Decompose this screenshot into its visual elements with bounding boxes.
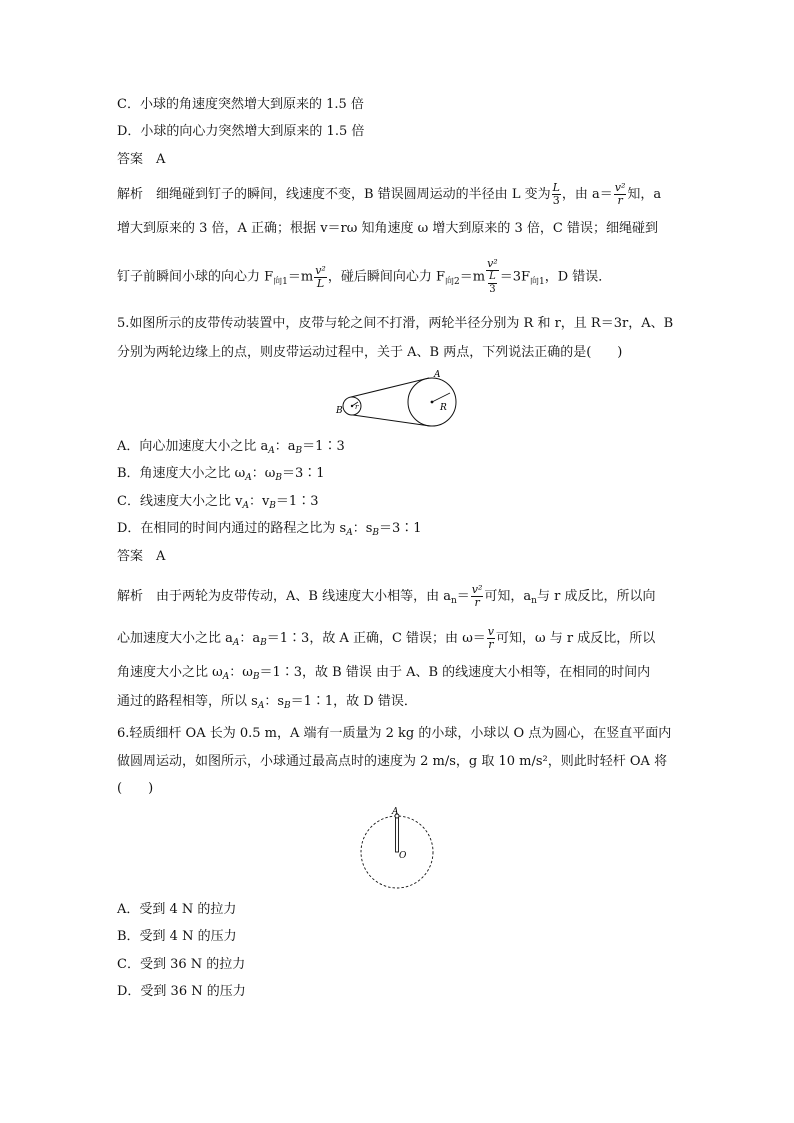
fraction-v-over-r <box>487 626 495 651</box>
subscript: 向1 <box>530 276 545 287</box>
text-run: ＝1∶3 <box>302 439 345 454</box>
denominator: r <box>474 596 480 609</box>
denominator: r <box>488 638 494 651</box>
subscript: 向1 <box>273 276 288 287</box>
denominator <box>486 271 499 296</box>
subscript: 向2 <box>445 276 460 287</box>
q6-stem-line3: ( ) <box>117 781 154 796</box>
numerator: L <box>552 181 560 194</box>
text-run: ：ω <box>229 665 253 680</box>
q5-option-d <box>117 520 422 539</box>
text-run: ，由 a＝ <box>561 187 613 202</box>
text-run: ：ω <box>251 466 276 481</box>
fraction-v2-over-l <box>314 265 327 290</box>
subscript: n <box>450 596 457 606</box>
subscript: B <box>269 501 276 511</box>
subscript: n <box>531 596 537 606</box>
q5-stem-line2: 分别为两轮边缘上的点，则皮带运动过程中，关于 A、B 两点，下列说法正确的是( ) <box>117 345 623 360</box>
text-run: ＝1∶1，故 D 错误． <box>290 694 417 709</box>
text-run: 钉子前瞬间小球的向心力 F <box>117 269 274 285</box>
q5-explanation-line3 <box>117 664 650 683</box>
q4-explanation-line3 <box>117 258 611 296</box>
subscript: B <box>283 701 291 711</box>
text-run: ，碰后瞬间向心力 F <box>327 269 445 285</box>
q6-stem-line1: 6.轻质细杆 OA 长为 0.5 m，A 端有一质量为 2 kg 的小球，小球以 O 点为圆心，在竖直平面内 <box>117 726 672 741</box>
q6-stem-line2: 做圆周运动，如图所示，小球通过最高点时的速度为 2 m/s，g 取 10 m/s²，则此时轻杆 OA 将 <box>117 754 668 769</box>
text-run: ＝3∶1 <box>282 466 325 481</box>
subscript: A <box>242 501 249 511</box>
numerator: v <box>487 625 495 638</box>
belt-bottom <box>353 415 430 426</box>
rod-circle-figure <box>355 804 439 890</box>
subscript: A <box>346 528 353 538</box>
denominator: 3 <box>552 194 560 207</box>
belt-top <box>351 378 429 397</box>
text-run: 解析 细绳碰到钉子的瞬间，线速度不变，B 错误圆周运动的半径由 L 变为 <box>117 187 551 202</box>
text-run: ＝1∶3 <box>275 494 319 509</box>
label-r-large: R <box>440 403 447 413</box>
text-run: 可知，ω 与 r 成反比，所以 <box>496 631 656 646</box>
subscript: B <box>295 446 303 456</box>
radius-large <box>432 393 450 402</box>
text-run: 解析 由于两轮为皮带传动，A、B 线速度大小相等，由 a <box>117 589 451 604</box>
numerator: L <box>489 271 496 282</box>
text-run: ，D 错误． <box>544 269 612 285</box>
subscript: A <box>268 446 275 456</box>
text-run: ＝m <box>287 269 314 285</box>
q6-option-d: D．受到 36 N 的压力 <box>117 984 246 999</box>
text-run: 心加速度大小之比 a <box>117 631 233 646</box>
fraction-v2-over-l-over-3 <box>486 258 499 296</box>
text-run: 知，a <box>627 187 662 202</box>
subscript: B <box>252 672 260 682</box>
text-run: C．线速度大小之比 v <box>117 494 243 509</box>
fraction-l-over-3 <box>552 182 561 207</box>
numerator: v² <box>315 263 326 277</box>
text-run: ：s <box>352 521 373 536</box>
q5-explanation-line2 <box>117 626 655 651</box>
denominator: 3 <box>489 284 496 295</box>
text-run: ＝3F <box>499 269 530 285</box>
subscript: B <box>275 473 283 483</box>
subscript: A <box>232 638 240 648</box>
text-run: ＝1∶3，故 A 正确，C 错误；由 ω＝ <box>266 631 486 646</box>
center-large <box>431 401 434 404</box>
label-a: A <box>434 370 441 380</box>
text-run: ：v <box>248 494 270 509</box>
center-small <box>351 405 353 407</box>
fraction-v2-over-r <box>614 182 627 207</box>
q5-explanation-line1 <box>117 584 655 609</box>
q5-option-b <box>117 465 325 484</box>
text-run: D．在相同的时间内通过的路程之比为 s <box>117 521 347 536</box>
text-run: ＝3∶1 <box>379 521 422 536</box>
q4-explanation-line1 <box>117 182 661 207</box>
q6-option-a: A．受到 4 N 的拉力 <box>117 902 237 917</box>
label-o: O <box>399 851 407 861</box>
text-run: ＝ <box>456 589 470 604</box>
label-r-small: r <box>355 403 359 411</box>
text-run: 通过的路程相等，所以 s <box>117 694 258 709</box>
q5-stem-line1: 5.如图所示的皮带传动装置中，皮带与轮之间不打滑，两轮半径分别为 R 和 r，且 R＝3r，A、B <box>117 316 674 331</box>
subscript: B <box>260 638 267 648</box>
fraction-v2-over-r <box>471 584 484 609</box>
option-d: D．小球的向心力突然增大到原来的 1.5 倍 <box>117 124 365 139</box>
text-run: ＝1∶3，故 B 错误 由于 A、B 的线速度大小相等，在相同的时间内 <box>259 665 651 680</box>
numerator: v² <box>614 181 626 194</box>
text-run: A．向心加速度大小之比 a <box>117 439 269 454</box>
numerator: v² <box>487 257 498 270</box>
belt-drive-figure <box>330 368 460 430</box>
text-run: 可知，a <box>484 589 532 604</box>
text-run: ：a <box>274 439 296 454</box>
q5-answer: 答案 A <box>117 549 166 564</box>
text-run: ：a <box>239 631 261 646</box>
text-run: 角速度大小之比 ω <box>117 665 223 680</box>
subscript: A <box>257 701 265 711</box>
q4-explanation-line2: 增大到原来的 3 倍，A 正确；根据 v＝rω 知角速度 ω 增大到原来的 3 倍，C 错误；细绳碰到 <box>117 221 658 236</box>
text-run: ：s <box>264 694 284 709</box>
text-run: B．角速度大小之比 ω <box>117 466 246 481</box>
q4-answer: 答案 A <box>117 152 166 167</box>
option-c: C．小球的角速度突然增大到原来的 1.5 倍 <box>117 97 364 112</box>
q5-explanation-line4 <box>117 693 417 712</box>
subscript: A <box>222 672 230 682</box>
rod-oa <box>396 816 399 852</box>
text-run: 与 r 成反比，所以向 <box>536 589 656 604</box>
q5-option-a <box>117 438 345 457</box>
q6-option-c: C．受到 36 N 的拉力 <box>117 957 246 972</box>
denominator: r <box>617 194 623 207</box>
denominator: L <box>316 276 325 290</box>
subscript: B <box>372 528 380 538</box>
numerator: v² <box>471 583 483 596</box>
q5-option-c <box>117 493 318 512</box>
label-a: A <box>392 807 399 817</box>
label-b: B <box>336 406 343 416</box>
q6-option-b: B．受到 4 N 的压力 <box>117 929 237 944</box>
nested-fraction <box>488 271 497 296</box>
subscript: A <box>245 473 252 483</box>
text-run: ＝m <box>459 269 486 285</box>
